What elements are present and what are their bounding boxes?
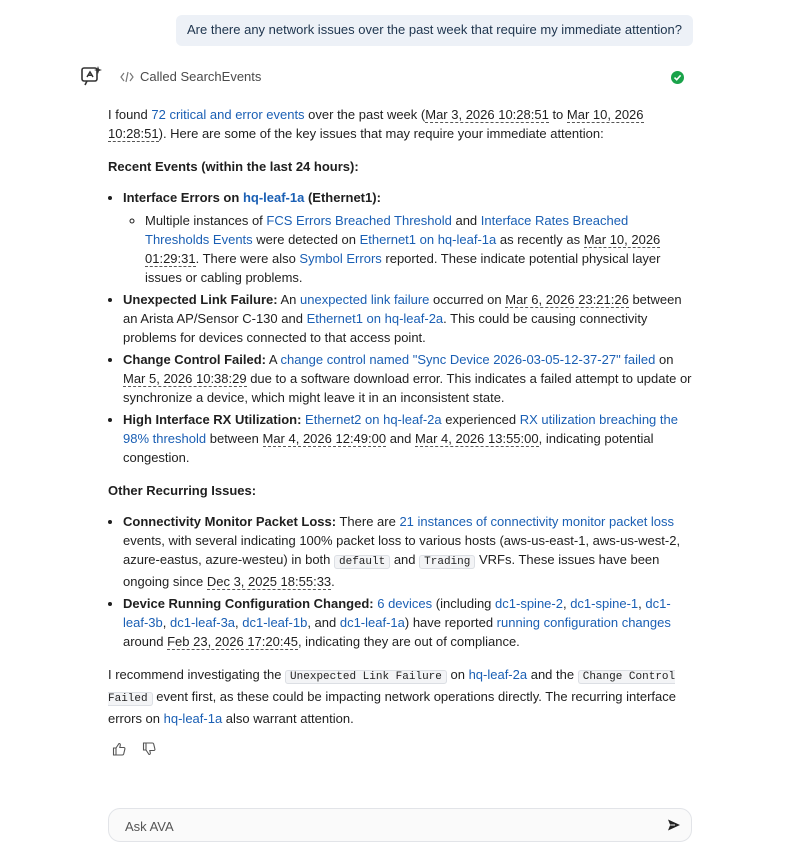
event-code: Change Control Failed bbox=[108, 671, 676, 705]
thumbs-down-icon[interactable] bbox=[142, 742, 156, 756]
user-message-bubble: Are there any network issues over the past week that require my immediate attention? bbox=[176, 15, 693, 46]
list-item: ◦ Multiple instances of FCS Errors Breached Threshold and Interface Rates Breached Thresholds Events were detected on Ethernet1 on hq-leaf-1a as recently as Mar 10, 2026 01:29:31. There were also Symbol Errors reported. These indicate potential physical layer issues or cabling problems. bbox=[145, 211, 692, 287]
code-icon bbox=[120, 70, 134, 84]
list-item: • Interface Errors on hq-leaf-1a (Ethernet1): ◦ Multiple instances of FCS Errors Breached Threshold and Interface Rates Breached Thresholds Events were detected on Ethernet1 on hq-leaf-1a as recently as Mar 10, 2026 01:29:31. There were also Symbol Errors reported. These indicate potential physical layer issues or cabling problems. bbox=[123, 188, 692, 287]
recent-events-list bbox=[108, 188, 692, 467]
send-icon[interactable] bbox=[667, 818, 681, 832]
tool-call-indicator[interactable] bbox=[120, 69, 261, 84]
list-item: • Device Running Configuration Changed: 6 devices (including dc1-spine-2, dc1-spine-1, dc1-leaf-3b, dc1-leaf-3a, dc1-leaf-1b, and dc1-leaf-1a) have reported running configuration changes around Feb 23, 2026 17:20:45, indicating they are out of compliance. bbox=[123, 594, 692, 651]
section-heading-recent: Recent Events (within the last 24 hours): bbox=[108, 159, 359, 174]
list-item: • Unexpected Link Failure: An unexpected link failure occurred on Mar 6, 2026 23:21:26 between an Arista AP/Sensor C-130 and Ethernet1 on hq-leaf-2a. This could be causing connectivity problems for devices connected to that access point. bbox=[123, 290, 692, 347]
chat-input-box[interactable] bbox=[108, 808, 692, 842]
vrf-code: default bbox=[334, 555, 390, 569]
change-control-link[interactable]: change control named "Sync Device 2026-03-05-12-37-27" failed bbox=[280, 352, 656, 367]
device-link[interactable]: hq-leaf-1a bbox=[163, 711, 223, 726]
section-heading-recurring: Other Recurring Issues: bbox=[108, 483, 257, 498]
timestamp: Mar 5, 2026 10:38:29 bbox=[123, 371, 247, 386]
list-item: • Connectivity Monitor Packet Loss: There are 21 instances of connectivity monitor packet loss events, with several indicating 100% packet loss to various hosts (aws-us-east-1, aws-us-west-2, azure-eastus, azure-westeu) in both default and Trading VRFs. These issues have been ongoing since Dec 3, 2025 18:55:33. bbox=[123, 512, 692, 591]
interface-link[interactable]: Ethernet1 on hq-leaf-1a bbox=[359, 232, 497, 247]
thumbs-up-icon[interactable] bbox=[112, 742, 126, 756]
chat-input[interactable] bbox=[123, 815, 647, 837]
device-link[interactable]: dc1-spine-1 bbox=[570, 596, 639, 611]
timestamp: Mar 4, 2026 13:55:00 bbox=[415, 431, 539, 446]
vrf-code: Trading bbox=[419, 555, 475, 569]
timestamp: Dec 3, 2025 18:55:33 bbox=[206, 574, 332, 589]
interface-link[interactable]: Ethernet2 on hq-leaf-2a bbox=[305, 412, 442, 427]
event-link[interactable]: unexpected link failure bbox=[300, 292, 430, 307]
device-link[interactable]: hq-leaf-2a bbox=[468, 667, 528, 682]
timestamp: Mar 6, 2026 23:21:26 bbox=[505, 292, 629, 307]
success-check-icon bbox=[671, 71, 684, 84]
timestamp: Mar 10, 2026 01:29:31 bbox=[145, 232, 661, 266]
device-link[interactable]: dc1-leaf-1a bbox=[339, 615, 405, 630]
timestamp: Feb 23, 2026 17:20:45 bbox=[167, 634, 298, 649]
ai-assistant-icon bbox=[80, 65, 102, 87]
config-changes-link[interactable]: running configuration changes bbox=[496, 615, 671, 630]
timestamp: Mar 4, 2026 12:49:00 bbox=[262, 431, 387, 446]
list-item: • High Interface RX Utilization: Ethernet2 on hq-leaf-2a experienced RX utilization breaching the 98% threshold between Mar 4, 2026 12:49:00 and Mar 4, 2026 13:55:00, indicating potential congestion. bbox=[123, 410, 692, 467]
timestamp: Mar 3, 2026 10:28:51 bbox=[425, 107, 549, 122]
interface-link[interactable]: Ethernet1 on hq-leaf-2a bbox=[306, 311, 444, 326]
device-link[interactable]: dc1-leaf-3a bbox=[169, 615, 236, 630]
event-link[interactable]: Symbol Errors bbox=[299, 251, 382, 266]
event-link[interactable]: FCS Errors Breached Threshold bbox=[266, 213, 452, 228]
list-item: • Change Control Failed: A change control named "Sync Device 2026-03-05-12-37-27" failed on Mar 5, 2026 10:38:29 due to a software download error. This indicates a failed attempt to update or synchronize a device, which might leave it in an inconsistent state. bbox=[123, 350, 692, 407]
devices-link[interactable]: 6 devices bbox=[377, 596, 433, 611]
device-link[interactable]: dc1-spine-2 bbox=[495, 596, 563, 611]
device-link[interactable]: dc1-leaf-1b bbox=[242, 615, 308, 630]
device-link[interactable]: hq-leaf-1a bbox=[242, 190, 305, 205]
assistant-response bbox=[108, 105, 692, 728]
closing-paragraph: I recommend investigating the Unexpected Link Failure on hq-leaf-2a and the Change Control Failed event first, as these could be impacting network operations directly. The recurring interface errors on hq-leaf-1a also warrant attention. bbox=[108, 667, 676, 726]
tool-call-label: Called SearchEvents bbox=[140, 69, 262, 84]
events-count-link[interactable]: 72 critical and error events bbox=[151, 107, 305, 122]
recurring-issues-list bbox=[108, 512, 692, 651]
event-code: Unexpected Link Failure bbox=[285, 670, 447, 684]
event-link[interactable]: 21 instances of connectivity monitor packet loss bbox=[399, 514, 675, 529]
timestamp: Mar 10, 2026 10:28:51 bbox=[108, 107, 644, 141]
intro-paragraph: I found 72 critical and error events over the past week (Mar 3, 2026 10:28:51 to Mar 10, 2026 10:28:51). Here are some of the key issues that may require your immediate attention: bbox=[108, 107, 644, 141]
device-link[interactable]: dc1-leaf-3b bbox=[123, 596, 671, 630]
event-link[interactable]: Interface Rates Breached Thresholds Events bbox=[145, 213, 629, 247]
feedback-bar bbox=[112, 742, 156, 756]
event-link[interactable]: RX utilization breaching the 98% threshold bbox=[123, 412, 678, 446]
